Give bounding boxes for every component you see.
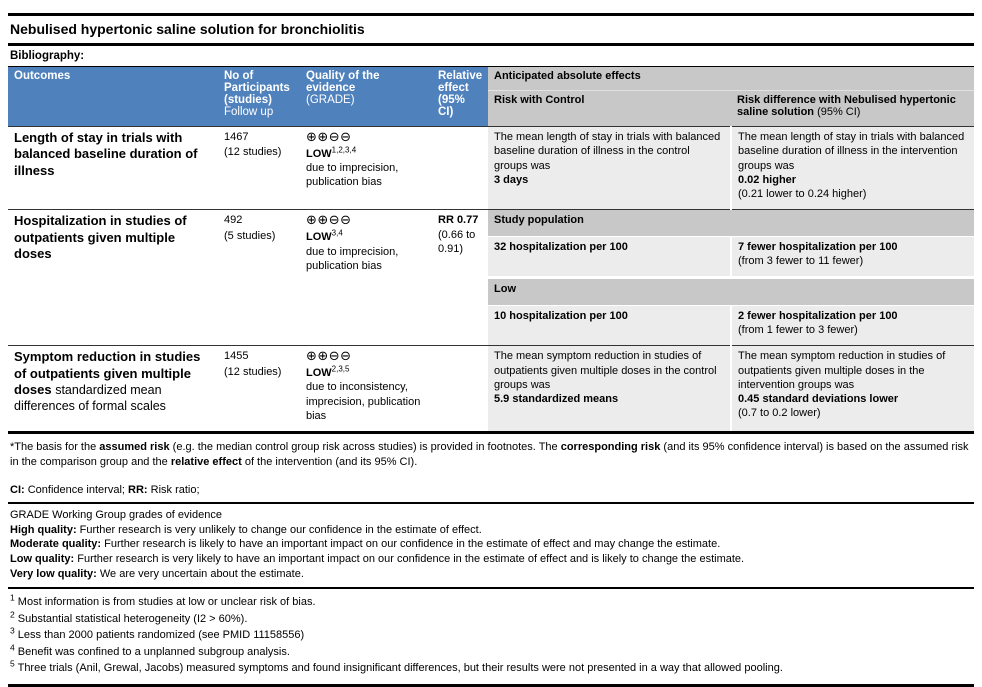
footnote-text: *The basis for the xyxy=(10,441,100,454)
abbrev-ci-label: CI: xyxy=(10,484,25,497)
footnote-item xyxy=(10,594,972,611)
relative-effect-ci: (0.66 to 0.91) xyxy=(438,228,476,256)
header-participants xyxy=(218,67,300,127)
grade-moderate-label: Moderate quality: xyxy=(10,538,102,551)
header-risk-control xyxy=(488,91,731,127)
relative-effect-value: RR 0.77 xyxy=(438,214,479,227)
grade-label: LOW xyxy=(306,147,332,160)
risk-control-cell xyxy=(488,127,731,210)
control-text: The mean length of stay in trials with balanced baseline duration of illness in the control groups was xyxy=(494,131,721,172)
control-value: 10 hospitalization per 100 xyxy=(494,309,628,322)
outcome-subtitle: standardized mean differences of formal scales xyxy=(14,382,166,414)
studies-count: (5 studies) xyxy=(224,229,276,242)
abbrev-rr-text: Risk ratio; xyxy=(147,484,200,497)
abbrev-rr-label: RR: xyxy=(128,484,148,497)
difference-value: 2 fewer hospitalization per 100 xyxy=(738,309,898,322)
grade-label: LOW xyxy=(306,231,332,244)
difference-text: The mean symptom reduction in studies of outpatients given multiple doses in the intervention groups was xyxy=(738,350,946,391)
grade-high-label: High quality: xyxy=(10,523,77,536)
difference-ci: (from 3 fewer to 11 fewer) xyxy=(738,255,864,268)
outcome-title: Hospitalization in studies of outpatients given multiple doses xyxy=(14,213,187,261)
header-absolute-effects-label: Anticipated absolute effects xyxy=(494,70,641,82)
difference-ci: (0.7 to 0.2 lower) xyxy=(738,407,821,420)
difference-text: The mean length of stay in trials with balanced baseline duration of illness in the intervention groups was xyxy=(738,131,965,172)
relative-effect-cell xyxy=(432,210,488,346)
subgroup-band-low xyxy=(488,278,974,305)
grade-low-text: Further research is very likely to have an important impact on our confidence in the estimate of effect and is likely to change the estimate. xyxy=(74,552,745,565)
outcome-title: Symptom reduction in studies of outpatients given multiple doses xyxy=(14,349,201,397)
grade-moderate-text: Further research is likely to have an important impact on our confidence in the estimate of effect and may change the estimate. xyxy=(101,538,721,551)
participants-cell xyxy=(218,346,300,433)
grade-definition-verylow xyxy=(10,567,972,582)
grade-verylow-label: Very low quality: xyxy=(10,567,97,580)
footnote-number: 5 xyxy=(10,658,15,669)
abbreviations xyxy=(8,472,974,504)
risk-difference-cell xyxy=(731,127,974,210)
header-risk-control-label: Risk with Control xyxy=(494,94,585,106)
subgroup-band-label: Low xyxy=(494,283,516,296)
grade-symbols: ⊕⊕⊖⊖ xyxy=(306,213,352,229)
header-risk-difference-sub: (95% CI) xyxy=(814,106,861,118)
footnote-number: 4 xyxy=(10,642,15,652)
footnote-bold-assumed-risk: assumed risk xyxy=(99,441,170,454)
control-text: The mean symptom reduction in studies of outpatients given multiple doses in the control groups was xyxy=(494,350,717,391)
table-row-symptom-reduction xyxy=(8,346,974,433)
grade-symbols: ⊕⊕⊖⊖ xyxy=(306,349,352,365)
grade-reason: due to imprecision, publication bias xyxy=(306,245,399,272)
risk-difference-cell xyxy=(731,346,974,433)
outcome-cell xyxy=(8,346,218,433)
bibliography-label: Bibliography: xyxy=(8,46,974,67)
subgroup-band-study-population xyxy=(488,210,974,236)
footnote-text: Most information is from studies at low or unclear risk of bias. xyxy=(17,596,316,609)
grade-definition-moderate xyxy=(10,537,972,552)
control-value: 32 hospitalization per 100 xyxy=(494,240,628,253)
grade-reason: due to imprecision, publication bias xyxy=(306,162,399,189)
footnote-text: Less than 2000 patients randomized (see PMID 11158556) xyxy=(17,629,305,642)
footnote-number: 3 xyxy=(10,625,15,636)
participants-count: 492 xyxy=(224,214,243,227)
grade-high-text: Further research is very unlikely to change our confidence in the estimate of effect. xyxy=(76,523,482,536)
footnote-text: of the intervention (and its 95% CI). xyxy=(241,456,418,469)
footnote-asterisk xyxy=(8,434,974,472)
participants-count: 1467 xyxy=(224,131,249,143)
footnote-item xyxy=(10,644,972,661)
subgroup-band-label: Study population xyxy=(494,214,584,227)
summary-of-findings-table xyxy=(8,67,974,434)
grade-footnote-refs: 2,3,5 xyxy=(331,364,350,374)
footnote-text: Three trials (Anil, Grewal, Jacobs) measured symptoms and found insignificant differences, but their results were not presented in a way that allowed pooling. xyxy=(17,662,783,675)
table-row-length-of-stay xyxy=(8,127,974,210)
header-quality xyxy=(300,67,432,127)
difference-value: 7 fewer hospitalization per 100 xyxy=(738,240,898,253)
header-risk-difference-label: Risk difference with Nebulised hypertonic saline solution xyxy=(737,94,956,118)
relative-effect-cell xyxy=(432,127,488,210)
difference-value: 0.02 higher xyxy=(738,173,797,186)
risk-control-cell xyxy=(488,305,731,346)
grade-verylow-text: We are very uncertain about the estimate. xyxy=(96,567,304,580)
footnote-number: 1 xyxy=(10,592,15,603)
risk-difference-cell xyxy=(731,305,974,346)
grade-definition-high xyxy=(10,523,972,538)
difference-ci: (0.21 lower to 0.24 higher) xyxy=(738,188,867,201)
header-risk-difference xyxy=(731,91,974,127)
header-followup-label: Follow up xyxy=(224,106,274,118)
footnote-item xyxy=(10,660,972,677)
risk-control-cell xyxy=(488,236,731,278)
footnote-text: Substantial statistical heterogeneity (I2 > 60%). xyxy=(17,612,248,625)
header-absolute-effects xyxy=(488,67,974,91)
risk-control-cell xyxy=(488,346,731,433)
difference-ci: (from 1 fewer to 3 fewer) xyxy=(738,323,858,336)
grade-definitions-heading: GRADE Working Group grades of evidence xyxy=(10,509,222,522)
footnote-text: (and its 95% confidence interval) is based on the assumed risk in the comparison group and the xyxy=(10,441,969,469)
abbrev-ci-text: Confidence interval; xyxy=(24,484,129,497)
footnote-item xyxy=(10,627,972,644)
control-value: 3 days xyxy=(494,173,529,186)
header-relative-effect xyxy=(432,67,488,127)
studies-count: (12 studies) xyxy=(224,365,282,378)
difference-value: 0.45 standard deviations lower xyxy=(738,393,899,406)
grade-definitions xyxy=(8,504,974,589)
control-value: 5.9 standardized means xyxy=(494,393,619,406)
outcome-title: Length of stay in trials with balanced baseline duration of illness xyxy=(14,130,198,178)
risk-difference-cell xyxy=(731,236,974,278)
grade-low-label: Low quality: xyxy=(10,552,75,565)
outcome-cell xyxy=(8,127,218,210)
grade-footnote-refs: 3,4 xyxy=(331,228,343,238)
footnote-number: 2 xyxy=(10,609,15,619)
relative-effect-cell xyxy=(432,346,488,433)
footnote-text: Benefit was confined to a unplanned subgroup analysis. xyxy=(17,645,290,658)
header-outcomes-label: Outcomes xyxy=(14,70,71,82)
page-title: Nebulised hypertonic saline solution for bronchiolitis xyxy=(8,13,974,46)
quality-cell xyxy=(300,346,432,433)
participants-count: 1455 xyxy=(224,350,249,363)
header-participants-label: No of Participants (studies) xyxy=(224,70,290,106)
footnote-item xyxy=(10,611,972,628)
participants-cell xyxy=(218,210,300,346)
header-relative-effect-label: Relative effect (95% CI) xyxy=(438,70,483,118)
quality-cell xyxy=(300,210,432,346)
quality-cell xyxy=(300,127,432,210)
grade-symbols: ⊕⊕⊖⊖ xyxy=(306,130,352,145)
table-row-hospitalization xyxy=(8,210,974,236)
header-grade-label: (GRADE) xyxy=(306,94,355,106)
footnote-bold-relative-effect: relative effect xyxy=(170,456,242,469)
footnote-text: (e.g. the median control group risk across studies) is provided in footnotes. The xyxy=(169,441,561,454)
grade-reason: due to inconsistency, imprecision, publication bias xyxy=(306,381,421,423)
grade-label: LOW xyxy=(306,367,332,380)
header-quality-label: Quality of the evidence xyxy=(306,70,380,94)
grade-footnote-refs: 1,2,3,4 xyxy=(331,145,357,155)
header-outcomes xyxy=(8,67,218,127)
outcome-cell xyxy=(8,210,218,346)
studies-count: (12 studies) xyxy=(224,146,282,159)
grade-definition-low xyxy=(10,552,972,567)
numbered-footnotes xyxy=(8,589,974,687)
footnote-bold-corresponding-risk: corresponding risk xyxy=(560,441,661,454)
participants-cell xyxy=(218,127,300,210)
